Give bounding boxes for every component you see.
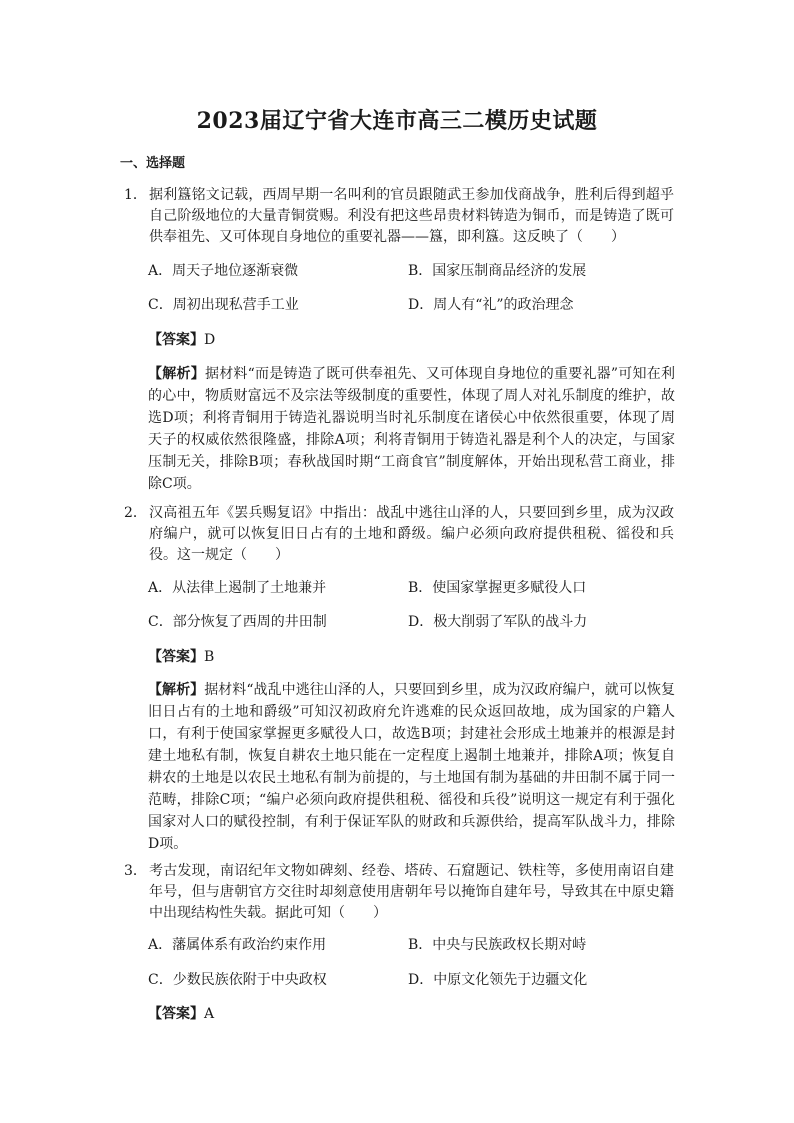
question-stem: 考古发现，南诏纪年文物如碑刻、经卷、塔砖、石窟题记、铁柱等，多使用南诏自建年号，但与唐朝官方交往时却刻意使用唐朝年号以掩饰自建年号，导致其在中原史籍中出现结构性失载。据此可知（ ） <box>149 863 674 921</box>
answer-label: 【答案】 <box>148 1006 204 1022</box>
section-heading: 一、选择题 <box>120 156 186 171</box>
option-b: B．使国家掌握更多赋役人口 <box>408 580 587 596</box>
option-c: C．周初出现私营手工业 <box>148 297 299 313</box>
question-1 <box>118 185 674 248</box>
option-c: C．部分恢复了西周的井田制 <box>148 614 327 630</box>
answer-label: 【答案】 <box>148 649 204 665</box>
analysis-text: 据材料“战乱中逃往山泽的人，只要回到乡里，成为汉政府编户，就可以恢复旧日占有的土地和爵级”可知汉初政府允许逃难的民众返回故地，成为国家的户籍人口，有利于使国家掌握更多赋役人口，故选B项；封建社会形成土地兼并的根源是封建土地私有制，恢复自耕农土地只能在一定程度上遏制土地兼并，排除A项；恢复自耕农的土地是以农民土地私有制为前提的，与土地国有制为基础的井田制不属于同一范畴，排除C项；“编户必须向政府提供租税、徭役和兵役”说明这一规定有利于强化国家对人口的赋役控制，有利于保证军队的财政和兵源供给，提高军队战斗力，排除D项。 <box>148 682 676 852</box>
answer-line <box>148 1004 214 1024</box>
option-c: C．少数民族依附于中央政权 <box>148 972 327 988</box>
option-b: B．国家压制商品经济的发展 <box>408 263 587 279</box>
analysis-label: 【解析】 <box>148 366 205 382</box>
question-stem: 据利簋铭文记载，西周早期一名叫利的官员跟随武王参加伐商战争，胜利后得到超乎自己阶级地位的大量青铜赏赐。利没有把这些昂贵材料铸造为铜币，而是铸造了既可供奉祖先、又可体现自身地位的重要礼器——簋，即利簋。这反映了（ ） <box>149 187 674 245</box>
page-title: 2023届辽宁省大连市高三二模历史试题 <box>196 108 598 134</box>
answer-line <box>148 647 214 667</box>
answer-value: D <box>204 332 216 348</box>
question-number: 2． <box>124 505 147 521</box>
option-b: B．中央与民族政权长期对峙 <box>408 937 587 953</box>
analysis-text: 据材料“而是铸造了既可供奉祖先、又可体现自身地位的重要礼器”可知在利的心中，物质财富远不及宗法等级制度的重要性，体现了周人对礼乐制度的维护，故选D项；利将青铜用于铸造礼器说明当时礼乐制度在诸侯心中依然很重要，体现了周天子的权威依然很隆盛，排除A项；利将青铜用于铸造礼器是利个人的决定，与国家压制无关，排除B项；春秋战国时期“工商食官”制度解体，开始出现私营工商业，排除C项。 <box>148 366 676 492</box>
answer-value: B <box>204 649 215 665</box>
question-number: 1． <box>124 187 147 203</box>
analysis-paragraph <box>148 363 675 495</box>
option-d: D．周人有“礼”的政治理念 <box>408 297 574 313</box>
answer-value: A <box>204 1006 215 1022</box>
analysis-label: 【解析】 <box>148 682 205 698</box>
option-a: A．周天子地位逐渐衰微 <box>148 263 299 279</box>
option-a: A．藩属体系有政治约束作用 <box>148 937 327 953</box>
analysis-paragraph <box>148 679 675 855</box>
answer-label: 【答案】 <box>148 332 204 348</box>
question-stem: 汉高祖五年《罢兵赐复诏》中指出：战乱中逃往山泽的人，只要回到乡里，成为汉政府编户，就可以恢复旧日占有的土地和爵级。编户必须向政府提供租税、徭役和兵役。这一规定（ ） <box>149 505 674 563</box>
option-d: D．极大削弱了军队的战斗力 <box>408 614 588 630</box>
question-number: 3． <box>124 863 147 879</box>
option-a: A．从法律上遏制了土地兼并 <box>148 580 327 596</box>
question-2 <box>118 503 674 566</box>
question-3 <box>118 861 674 924</box>
answer-line <box>148 330 215 350</box>
option-d: D．中原文化领先于边疆文化 <box>408 972 588 988</box>
